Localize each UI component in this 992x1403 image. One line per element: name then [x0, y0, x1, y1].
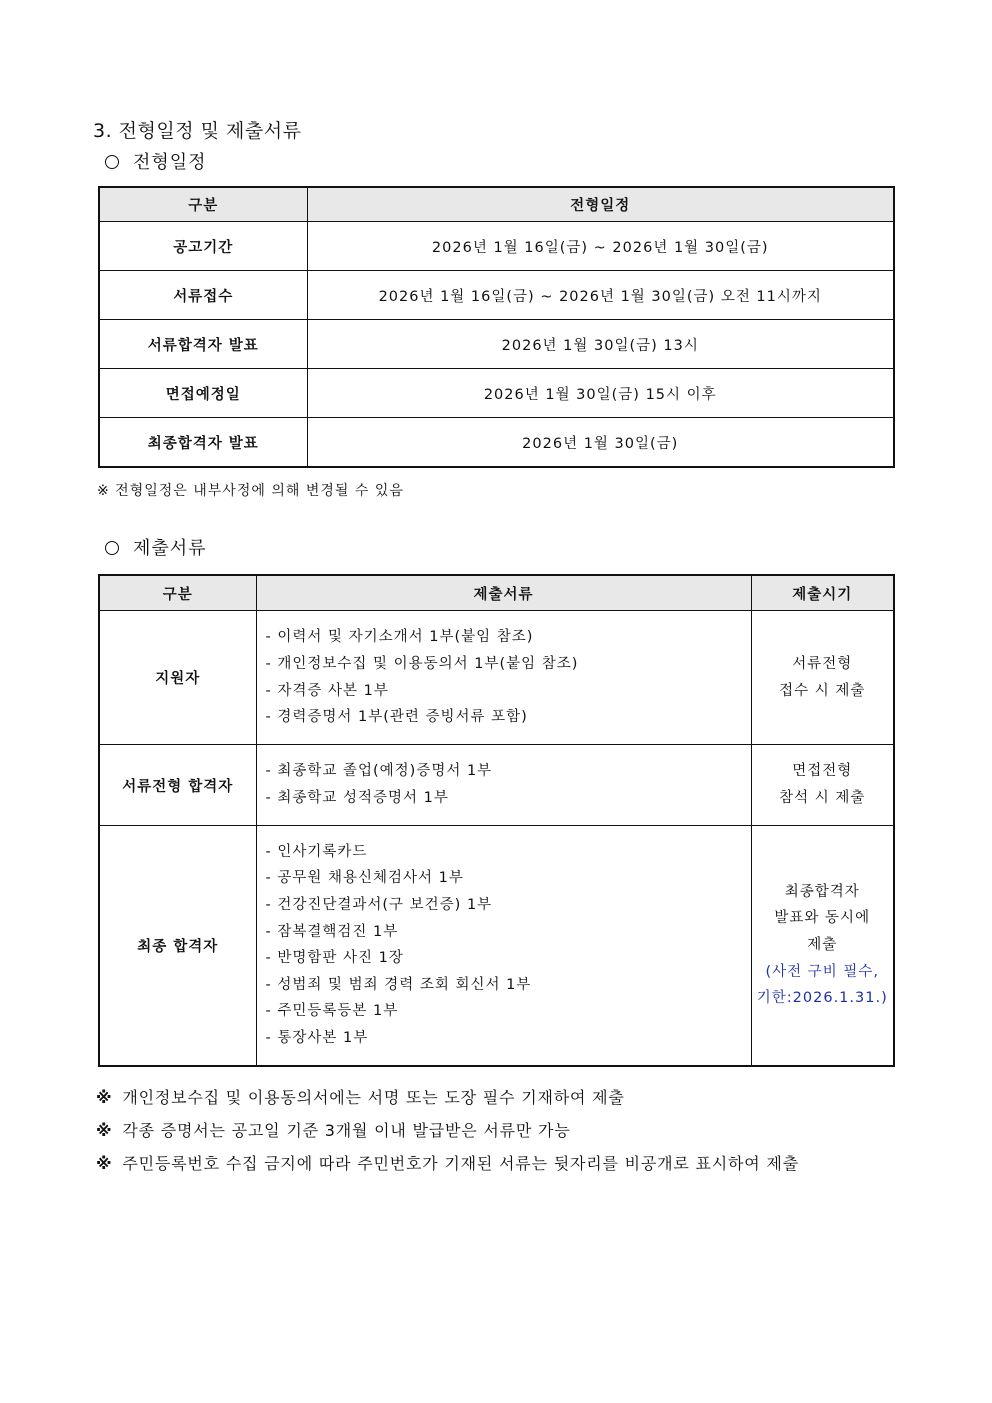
- table-row: [99, 826, 894, 1066]
- list-item: - 주민등록등본 1부: [265, 1003, 399, 1020]
- schedule-label: 면접예정일: [99, 369, 307, 418]
- schedule-label: 서류접수: [99, 271, 307, 320]
- list-item: - 건강진단결과서(구 보건증) 1부: [265, 897, 493, 914]
- schedule-value: 2026년 1월 30일(금): [307, 418, 894, 468]
- footnote-text: 주민등록번호 수집 금지에 따라 주민번호가 기재된 서류는 뒷자리를 비공개로 표시하여 제출: [122, 1154, 799, 1173]
- schedule-label: 서류합격자 발표: [99, 320, 307, 369]
- documents-table: [98, 574, 895, 1067]
- documents-header-row: [99, 575, 894, 611]
- list-item: - 통장사본 1부: [265, 1030, 369, 1047]
- table-row: [99, 320, 894, 369]
- list-item: - 공무원 채용신체검사서 1부: [265, 870, 464, 887]
- schedule-table: [98, 186, 895, 468]
- timing-line: 면접전형: [792, 763, 853, 780]
- documents-timing: [751, 611, 894, 745]
- schedule-note: ※ 전형일정은 내부사정에 의해 변경될 수 있음: [97, 483, 404, 499]
- documents-timing: [751, 826, 894, 1066]
- reference-mark-icon: ※: [96, 1088, 113, 1107]
- timing-note: 기한:2026.1.31.): [756, 990, 888, 1007]
- schedule-header-category: 구분: [99, 187, 307, 222]
- schedule-subtitle: [105, 148, 207, 174]
- footnote: [96, 1085, 625, 1108]
- documents-subtitle: [105, 534, 207, 560]
- timing-line: 접수 시 제출: [779, 682, 866, 699]
- timing-line: 참석 시 제출: [779, 790, 866, 806]
- list-item: - 경력증명서 1부(관련 증빙서류 포함): [265, 709, 528, 726]
- documents-list: [256, 611, 751, 745]
- schedule-value: 2026년 1월 30일(금) 13시: [307, 320, 894, 369]
- list-item: - 개인정보수집 및 이용동의서 1부(붙임 참조): [265, 655, 579, 672]
- documents-header-category: 구분: [99, 575, 256, 611]
- documents-header-timing: 제출시기: [751, 575, 894, 611]
- documents-label: 서류전형 합격자: [99, 745, 256, 826]
- circle-bullet-icon: [105, 541, 119, 555]
- list-item: - 성범죄 및 범죄 경력 조회 회신서 1부: [265, 976, 532, 993]
- schedule-subtitle-text: 전형일정: [133, 152, 207, 173]
- table-row: [99, 369, 894, 418]
- timing-line: 서류전형: [792, 655, 853, 672]
- timing-note: (사전 구비 필수,: [765, 963, 880, 980]
- timing-line: 최종합격자: [784, 883, 860, 900]
- footnote: [96, 1118, 571, 1141]
- table-row: [99, 745, 894, 826]
- documents-subtitle-text: 제출서류: [133, 538, 207, 559]
- list-item: - 잠복결핵검진 1부: [265, 923, 399, 940]
- section-title: 3. 전형일정 및 제출서류: [93, 120, 302, 142]
- list-item: - 반명함판 사진 1장: [265, 950, 404, 967]
- schedule-header-schedule: 전형일정: [307, 187, 894, 222]
- schedule-value: 2026년 1월 30일(금) 15시 이후: [307, 369, 894, 418]
- list-item: - 최종학교 졸업(예정)증명서 1부: [265, 763, 493, 780]
- documents-list: [256, 826, 751, 1066]
- list-item: - 이력서 및 자기소개서 1부(붙임 참조): [265, 629, 534, 646]
- footnote: [96, 1151, 799, 1174]
- list-item: - 인사기록카드: [265, 843, 368, 860]
- table-row: [99, 611, 894, 745]
- table-row: [99, 271, 894, 320]
- documents-timing: [751, 745, 894, 826]
- documents-label: 지원자: [99, 611, 256, 745]
- schedule-label: 공고기간: [99, 222, 307, 271]
- circle-bullet-icon: [105, 155, 119, 169]
- documents-header-documents: 제출서류: [256, 575, 751, 611]
- reference-mark-icon: ※: [96, 1154, 113, 1173]
- table-row: [99, 418, 894, 468]
- reference-mark-icon: ※: [96, 1121, 113, 1140]
- footnote-text: 개인정보수집 및 이용동의서에는 서명 또는 도장 필수 기재하여 제출: [122, 1088, 625, 1107]
- documents-label: 최종 합격자: [99, 826, 256, 1066]
- table-row: [99, 222, 894, 271]
- list-item: - 최종학교 성적증명서 1부: [265, 790, 449, 806]
- documents-list: [256, 745, 751, 826]
- timing-line: 발표와 동시에: [774, 910, 871, 927]
- timing-line: 제출: [807, 936, 838, 953]
- schedule-value: 2026년 1월 16일(금) ~ 2026년 1월 30일(금): [307, 222, 894, 271]
- footnote-text: 각종 증명서는 공고일 기준 3개월 이내 발급받은 서류만 가능: [122, 1121, 571, 1140]
- list-item: - 자격증 사본 1부: [265, 682, 389, 699]
- schedule-label: 최종합격자 발표: [99, 418, 307, 468]
- schedule-header-row: [99, 187, 894, 222]
- schedule-value: 2026년 1월 16일(금) ~ 2026년 1월 30일(금) 오전 11시까지: [307, 271, 894, 320]
